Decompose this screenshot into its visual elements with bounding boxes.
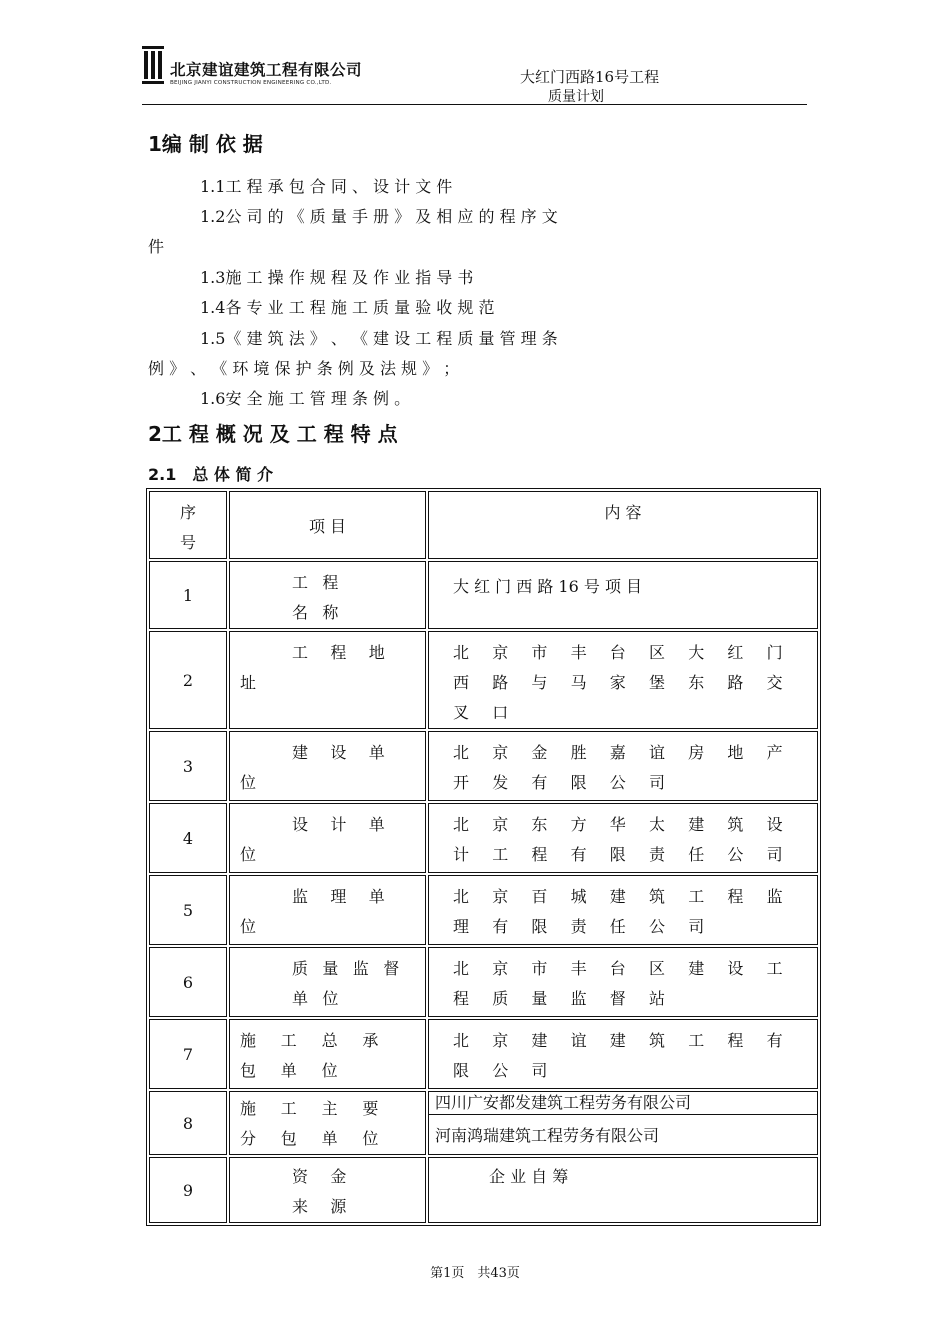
row-item: 工程名称 [229, 561, 426, 629]
row-no: 2 [149, 631, 227, 729]
section1-heading: 1编 制 依 据 [148, 132, 263, 156]
basis-item: 1.1工 程 承 包 合 同 、 设 计 文 件 [200, 177, 453, 196]
row-no: 5 [149, 875, 227, 945]
row-content: 北京东方华太建筑设计工程有限责任公司 [428, 803, 818, 873]
table-row [149, 803, 818, 873]
row-content: 北京市丰台区大红门西路与马家堡东路交叉口 [428, 631, 818, 729]
header-no: 序号 [149, 491, 227, 559]
page-footer: 第1页 共43页 [430, 1266, 520, 1281]
row-content [428, 1091, 818, 1155]
table-row [149, 1157, 818, 1223]
company-logo-mark [142, 46, 164, 84]
project-name: 大红门西路16号工程 [520, 68, 660, 86]
row-item: 质量监督单位 [229, 947, 426, 1017]
row-content: 大 红 门 西 路 16 号 项 目 [428, 561, 818, 629]
document-type: 质量计划 [548, 89, 604, 105]
row-no: 1 [149, 561, 227, 629]
row-no: 7 [149, 1019, 227, 1089]
section2-1-heading: 2.1 总 体 简 介 [148, 465, 274, 484]
section2-heading: 2工 程 概 况 及 工 程 特 点 [148, 422, 398, 446]
basis-item: 1.5《 建 筑 法 》 、 《 建 设 工 程 质 量 管 理 条 [200, 329, 558, 348]
table-header-row [149, 491, 818, 559]
basis-item-wrap: 例 》 、 《 环 境 保 护 条 例 及 法 规 》 ； [148, 359, 460, 378]
basis-item: 1.3施 工 操 作 规 程 及 作 业 指 导 书 [200, 268, 474, 287]
row-no: 9 [149, 1157, 227, 1223]
row-no: 4 [149, 803, 227, 873]
table-row [149, 875, 818, 945]
header-divider [142, 104, 807, 105]
row-item: 工程地址 [229, 631, 426, 729]
subcontractor-2: 河南鸿瑞建筑工程劳务有限公司 [435, 1126, 660, 1145]
row-content: 北京建谊建筑工程有限公司 [428, 1019, 818, 1089]
table-row [149, 561, 818, 629]
row-no: 6 [149, 947, 227, 1017]
row-item: 设计单位 [229, 803, 426, 873]
table-row [149, 631, 818, 729]
header-item: 项 目 [229, 491, 426, 559]
row-item: 监理单位 [229, 875, 426, 945]
table-row [149, 1091, 818, 1155]
table-row [149, 947, 818, 1017]
company-name-en: BEIJING JIANYI CONSTRUCTION ENGINEERING CO.,LTD. [170, 80, 332, 86]
table-row [149, 1019, 818, 1089]
row-item: 建设单位 [229, 731, 426, 801]
row-item: 资金来源 [229, 1157, 426, 1223]
row-item: 施工主要分包单位 [229, 1091, 426, 1155]
company-name-cn: 北京建谊建筑工程有限公司 [170, 61, 363, 79]
table-row [149, 731, 818, 801]
row-content: 北京金胜嘉谊房地产开发有限公司 [428, 731, 818, 801]
row-content: 北京百城建筑工程监理有限责任公司 [428, 875, 818, 945]
basis-item: 1.6安 全 施 工 管 理 条 例 。 [200, 389, 411, 408]
project-overview-table [146, 488, 821, 1226]
basis-item: 1.4各 专 业 工 程 施 工 质 量 验 收 规 范 [200, 298, 495, 317]
row-no: 8 [149, 1091, 227, 1155]
row-no: 3 [149, 731, 227, 801]
row-item: 施工总承包单位 [229, 1019, 426, 1089]
basis-item-wrap: 件 [148, 237, 165, 256]
basis-item: 1.2公 司 的 《 质 量 手 册 》 及 相 应 的 程 序 文 [200, 207, 558, 226]
row-content: 企 业 自 筹 [428, 1157, 818, 1223]
header-content: 内 容 [428, 491, 818, 559]
row-content: 北京市丰台区建设工程质量监督站 [428, 947, 818, 1017]
subcontractor-1: 四川广安都发建筑工程劳务有限公司 [429, 1092, 817, 1115]
